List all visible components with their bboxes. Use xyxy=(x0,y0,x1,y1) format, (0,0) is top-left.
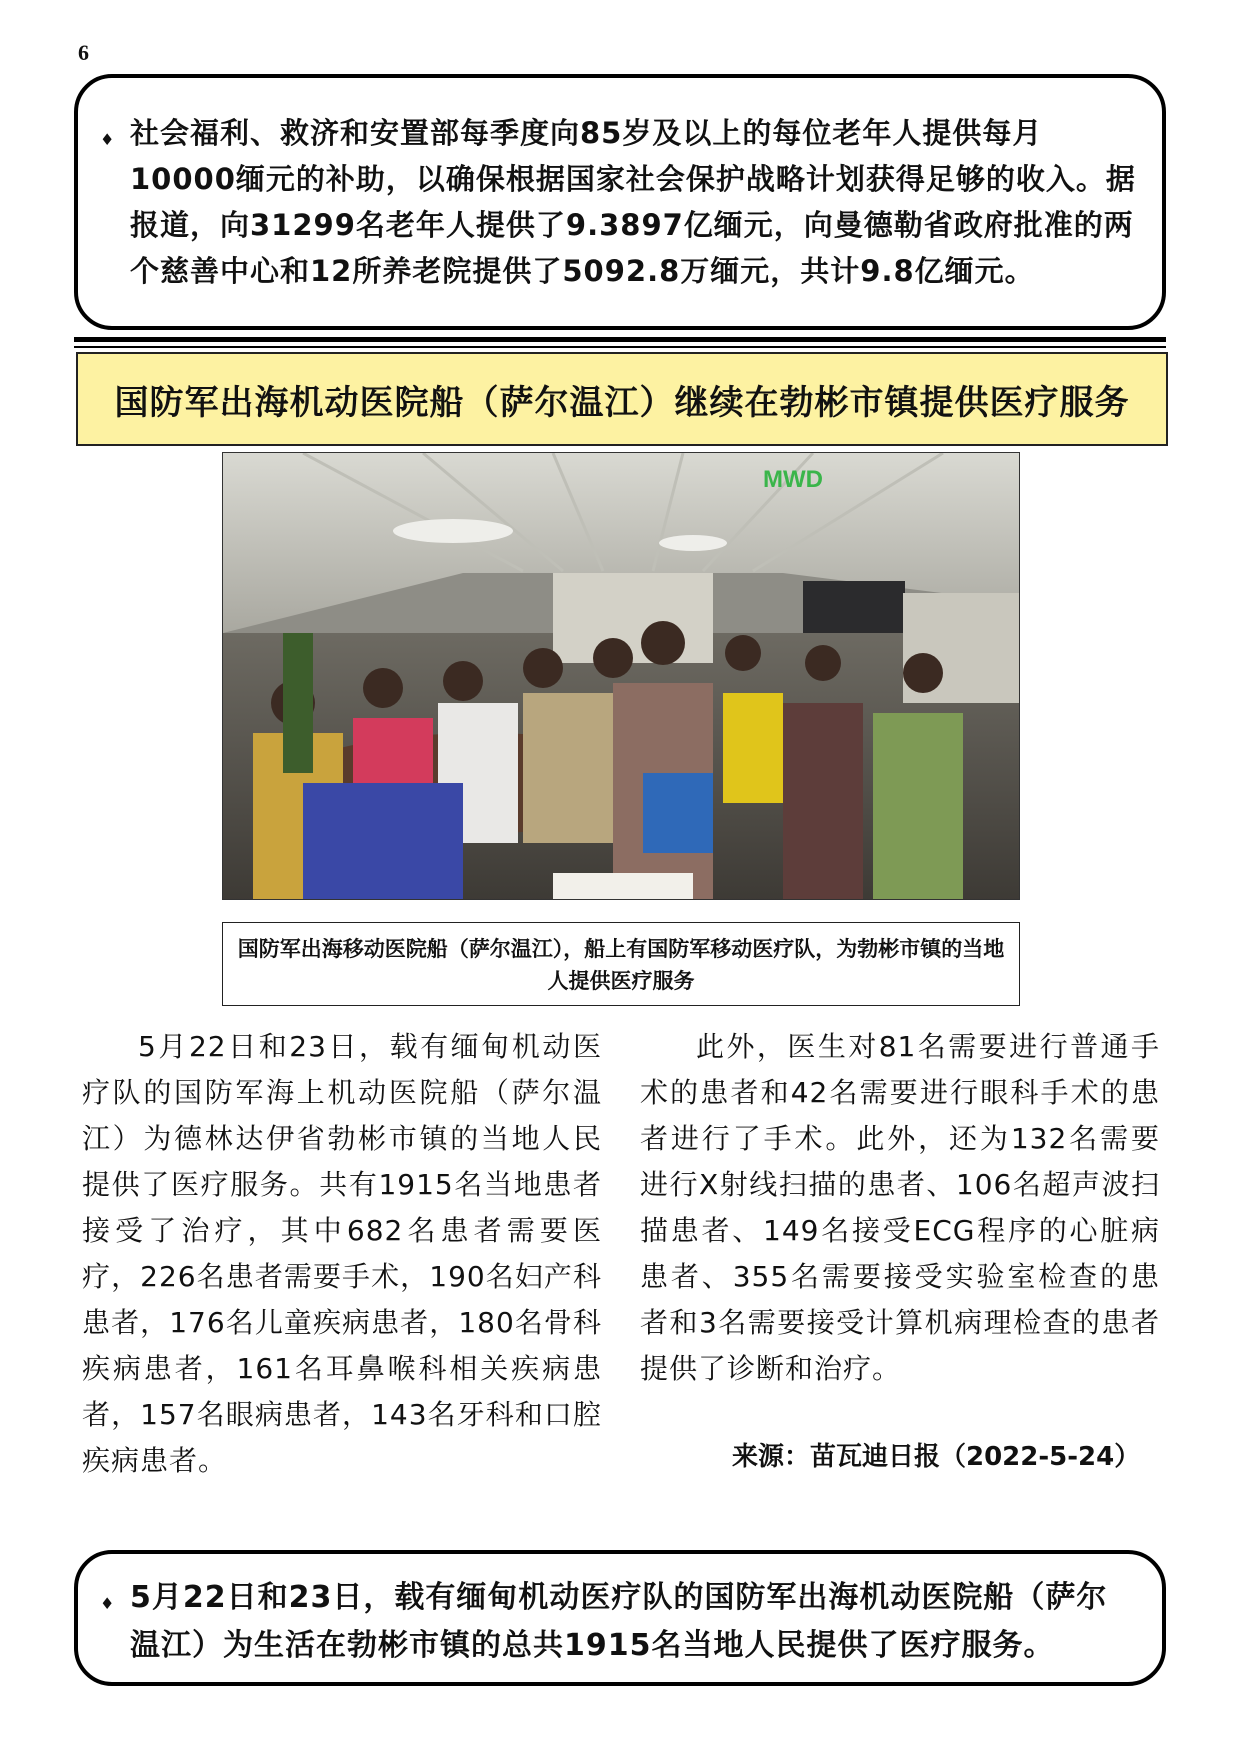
bullet-diamond-icon: ♦ xyxy=(100,130,115,149)
photo-scene-icon xyxy=(223,453,1020,900)
summary-box-bottom xyxy=(74,1550,1166,1686)
summary-text-bottom: 5月22日和23日，载有缅甸机动医疗队的国防军出海机动医院船（萨尔温江）为生活在勃彬市镇的总共1915名当地人民提供了医疗服务。 xyxy=(130,1580,1108,1663)
page-number: 6 xyxy=(78,40,89,65)
article-paragraph-left: 5月22日和23日，载有缅甸机动医疗队的国防军海上机动医院船（萨尔温江）为德林达伊省勃彬市镇的当地人民提供了医疗服务。共有1915名当地患者接受了治疗，其中682名患者需要医疗，226名患者需要手术，190名妇产科患者，176名儿童疾病患者，180名骨科疾病患者，161名耳鼻喉科相关疾病患者，157名眼病患者，143名牙科和口腔疾病患者。 xyxy=(82,1030,602,1477)
section-divider-thick xyxy=(74,337,1166,342)
section-divider-thin xyxy=(74,346,1166,348)
article-headline: 国防军出海机动医院船（萨尔温江）继续在勃彬市镇提供医疗服务 xyxy=(76,352,1168,446)
bullet-diamond-icon: ♦ xyxy=(100,1594,115,1613)
article-photo xyxy=(222,452,1020,900)
article-paragraph-right: 此外，医生对81名需要进行普通手术的患者和42名需要进行眼科手术的患者进行了手术。此外，还为132名需要进行X射线扫描的患者、106名超声波扫描患者、149名接受ECG程序的心脏病患者、355名需要接受实验室检查的患者和3名需要接受计算机病理检查的患者提供了诊断和治疗。 xyxy=(640,1030,1160,1385)
article-column-right xyxy=(640,1024,1160,1392)
article-column-left xyxy=(82,1024,602,1484)
photo-caption: 国防军出海移动医院船（萨尔温江），船上有国防军移动医疗队，为勃彬市镇的当地人提供医疗服务 xyxy=(222,922,1020,1006)
article-source: 来源：苗瓦迪日报（2022-5-24） xyxy=(732,1442,1141,1472)
photo-watermark: MWD xyxy=(763,466,823,493)
summary-text-top: 社会福利、救济和安置部每季度向85岁及以上的每位老年人提供每月10000缅元的补助，以确保根据国家社会保护战略计划获得足够的收入。据报道，向31299名老年人提供了9.3897亿缅元，向曼德勒省政府批准的两个慈善中心和12所养老院提供了5092.8万缅元，共计9.8亿缅元。 xyxy=(130,116,1136,288)
summary-box-top xyxy=(74,74,1166,330)
